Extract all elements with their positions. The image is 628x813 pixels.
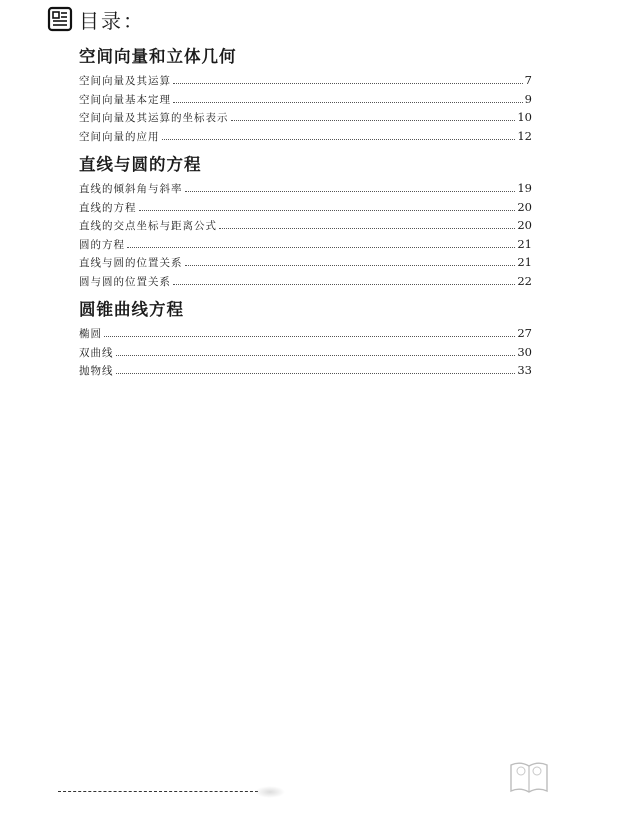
toc-entry[interactable] [79,90,532,109]
dot-leader [127,247,515,248]
entry-page-number: 20 [517,218,532,232]
entry-page-number: 33 [517,363,532,377]
footer-divider [58,791,258,792]
toc-entry[interactable] [79,216,532,235]
entry-page-number: 21 [517,236,532,251]
entry-label: 空间向量基本定理 [79,93,171,106]
dot-leader [219,228,515,229]
entry-page-number: 21 [517,255,532,269]
toc-entry[interactable] [79,272,532,291]
table-of-contents [79,45,532,388]
dot-leader [162,139,516,140]
toc-section [79,45,532,145]
section-title: 空间向量和立体几何 [79,47,237,66]
dot-leader [185,265,516,266]
toc-section [79,298,532,380]
entry-page-number: 30 [517,344,532,359]
entry-label: 双曲线 [79,346,114,359]
entry-label: 空间向量及其运算的坐标表示 [79,112,229,124]
entry-label: 椭圆 [79,328,102,340]
toc-entry[interactable] [79,324,532,343]
entry-label: 圆与圆的位置关系 [79,275,171,288]
entry-label: 直线的倾斜角与斜率 [79,183,183,195]
dot-leader [116,355,516,356]
entry-page-number: 7 [524,73,532,87]
document-icon [47,6,73,32]
toc-section [79,153,532,290]
dot-leader [185,191,516,192]
dot-leader [173,284,515,285]
toc-entry[interactable] [79,253,532,272]
dot-leader [173,102,523,103]
entry-label: 直线与圆的位置关系 [79,257,183,269]
toc-entry[interactable] [79,127,532,146]
entry-page-number: 10 [517,110,532,124]
open-book-icon [507,757,551,797]
entry-label: 圆的方程 [79,238,125,251]
entry-page-number: 20 [517,199,532,214]
dot-leader [231,120,516,121]
entry-label: 直线的交点坐标与距离公式 [79,220,217,232]
dot-leader [139,210,516,211]
entry-label: 空间向量及其运算 [79,75,171,87]
toc-entry[interactable] [79,71,532,90]
dot-leader [173,83,523,84]
toc-title: 目录： [79,8,145,33]
entry-page-number: 19 [517,181,532,195]
entry-label: 抛物线 [79,365,114,377]
entry-page-number: 27 [517,326,532,340]
toc-header [47,5,145,33]
toc-entry[interactable] [79,361,532,380]
footer-divider-fade [255,786,285,798]
entry-label: 空间向量的应用 [79,130,160,143]
entry-label: 直线的方程 [79,201,137,214]
dot-leader [104,336,515,337]
entry-page-number: 9 [524,91,532,106]
toc-entry[interactable] [79,235,532,254]
dot-leader [116,373,516,374]
entry-page-number: 22 [517,273,532,288]
entry-page-number: 12 [517,128,532,143]
toc-entry[interactable] [79,108,532,127]
toc-entry[interactable] [79,179,532,198]
section-title: 直线与圆的方程 [79,155,202,174]
toc-entry[interactable] [79,198,532,217]
section-title: 圆锥曲线方程 [79,300,184,319]
toc-entry[interactable] [79,343,532,362]
